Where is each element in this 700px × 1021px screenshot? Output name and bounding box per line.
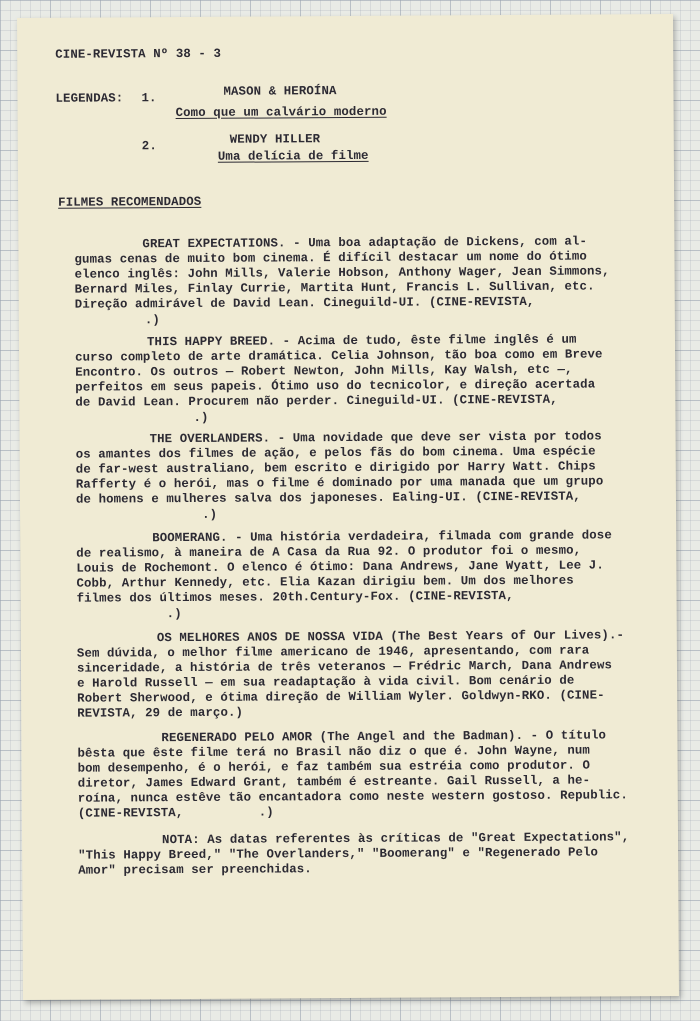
review-line: curso completo de arte dramática. Celia Johnson, tão boa como em Breve bbox=[75, 347, 603, 365]
review-line: de homens e mulheres salva dos japoneses. Ealing-UI. (CINE-REVISTA, bbox=[75, 489, 581, 507]
review-line: Encontro. Os outros — Robert Newton, John Mills, Kay Walsh, etc —, bbox=[75, 362, 573, 380]
section-title: FILMES RECOMENDADOS bbox=[58, 194, 202, 210]
review-line: filmes dos últimos meses. 20th.Century-Fox. (CINE-REVISTA, bbox=[76, 588, 514, 606]
review-line: bêsta que êste filme terá no Brasil não diz o que é. John Wayne, num bbox=[77, 743, 590, 761]
caption-1-subtitle: Como que um calvário moderno bbox=[175, 104, 387, 121]
review-line: Louis de Rochemont. O elenco é ótimo: Dana Andrews, Jane Wyatt, Lee J. bbox=[76, 558, 604, 576]
note-line: Amor" precisam ser preenchidas. bbox=[78, 862, 312, 878]
review-line: GREAT EXPECTATIONS. - Uma boa adaptação de Dickens, com al- bbox=[142, 234, 588, 252]
review-line: OS MELHORES ANOS DE NOSSA VIDA (The Best Years of Our Lives).- bbox=[156, 628, 625, 646]
review-line: bom desempenho, é o herói, e faz também sua estréia como produtor. O bbox=[77, 758, 591, 776]
caption-1-name: MASON & HEROÍNA bbox=[223, 84, 337, 99]
review-line: Robert Sherwood, e ótima direção de William Wyler. Goldwyn-RKO. (CINE- bbox=[77, 688, 605, 706]
review-line: perfeitos em seus papeis. Ótimo uso do tecnicolor, e direção acertada bbox=[75, 377, 596, 395]
caption-2-number: 2. bbox=[141, 139, 157, 154]
review-line: .) bbox=[202, 507, 218, 522]
review-line: Direção admirável de David Lean. Cineguild-UI. (CINE-REVISTA, bbox=[74, 294, 535, 312]
note-line: "This Happy Breed," "The Overlanders," "Boomerang" e "Regenerado Pelo bbox=[78, 845, 599, 863]
review-line: THE OVERLANDERS. - Uma novidade que deve ser vista por todos bbox=[149, 429, 602, 447]
review-line: BOOMERANG. - Uma história verdadeira, filmada com grande dose bbox=[152, 528, 612, 546]
review-line: .) bbox=[144, 313, 160, 328]
captions-label: LEGENDAS: bbox=[55, 91, 124, 106]
typewritten-page bbox=[17, 14, 679, 1000]
review-line: de far-west australiano, bem escrito e dirigido por Harry Watt. Chips bbox=[75, 459, 596, 477]
caption-2-subtitle: Uma delícia de filme bbox=[217, 148, 369, 164]
review-line: Rafferty é o herói, mas o filme é dominado por uma manada que um grupo bbox=[75, 474, 604, 492]
page-header: CINE-REVISTA Nº 38 - 3 bbox=[55, 46, 222, 62]
review-line: elenco inglês: John Mills, Valerie Hobson, Anthony Wager, Jean Simmons, bbox=[74, 264, 610, 282]
review-line: Bernard Miles, Finlay Currie, Martita Hunt, Francis L. Sullivan, etc. bbox=[74, 279, 595, 297]
caption-2-name: WENDY HILLER bbox=[229, 132, 321, 147]
review-line: e Harold Russell — em sua readaptação à vida civil. Bom cenário de bbox=[77, 673, 575, 691]
review-line: gumas cenas de muito bom cinema. É difícil destacar um nome do ótimo bbox=[74, 249, 587, 267]
review-line: sinceridade, a história de três veteranos — Frédric March, Dana Andrews bbox=[76, 658, 613, 676]
review-line: de David Lean. Procurem não perder. Cineguild-UI. (CINE-REVISTA, bbox=[75, 392, 558, 410]
review-line: (CINE-REVISTA, .) bbox=[77, 805, 274, 821]
note-line: NOTA: As datas referentes às críticas de "Great Expectations", bbox=[161, 830, 630, 848]
review-line: .) bbox=[166, 607, 182, 622]
review-line: de realismo, à maneira de A Casa da Rua 92. O produtor foi o mesmo, bbox=[76, 543, 582, 561]
review-line: Cobb, Arthur Kennedy, etc. Elia Kazan dirigiu bem. Um dos melhores bbox=[76, 573, 574, 591]
review-line: THIS HAPPY BREED. - Acima de tudo, êste filme inglês é um bbox=[146, 332, 577, 350]
review-line: os amantes dos filmes de ação, e pelos fãs do bom cinema. Uma espécie bbox=[75, 444, 596, 462]
caption-1-number: 1. bbox=[141, 91, 157, 106]
review-line: Sem dúvida, o melhor filme americano de 1946, apresentando, com rara bbox=[76, 643, 590, 661]
review-line: roína, nunca estêve tão encantadora como neste western gostoso. Republic. bbox=[77, 788, 628, 806]
review-line: REGENERADO PELO AMOR (The Angel and the Badman). - O título bbox=[161, 728, 607, 746]
review-line: .) bbox=[193, 410, 209, 425]
review-line: REVISTA, 29 de março.) bbox=[77, 705, 244, 721]
review-line: diretor, James Edward Grant, também é estreante. Gail Russell, a he- bbox=[77, 773, 591, 791]
